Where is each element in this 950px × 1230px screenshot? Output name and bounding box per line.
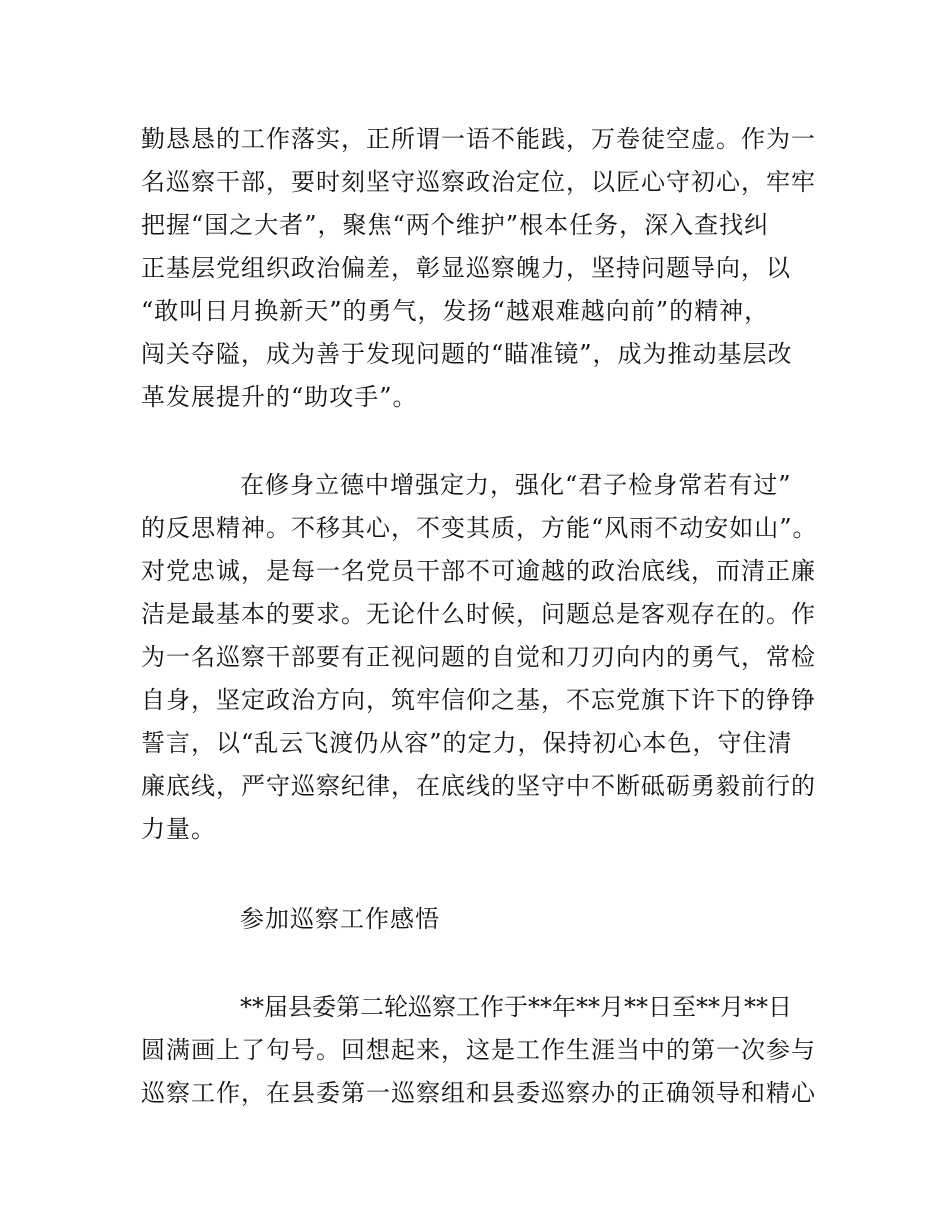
paragraph-2-line-5: 为一名巡察干部要有正视问题的自觉和刀刃向内的勇气，常检 — [141, 643, 816, 671]
paragraph-1-line-5: “敢叫日月换新天”的勇气，发扬“越艰难越向前”的精神， — [141, 297, 770, 325]
paragraph-1-line-7: 革发展提升的“助攻手”。 — [141, 383, 418, 411]
paragraph-2-line-1: 在修身立德中增强定力，强化“君子检身常若有过” — [240, 471, 792, 499]
paragraph-2-line-9: 力量。 — [141, 815, 216, 843]
paragraph-2-line-2: 的反思精神。不移其心，不变其质，方能“风雨不动安如山”。 — [141, 514, 818, 542]
paragraph-1-line-2: 名巡察干部，要时刻坚守巡察政治定位，以匠心守初心，牢牢 — [141, 168, 816, 196]
paragraph-1-line-4: 正基层党组织政治偏差，彰显巡察魄力，坚持问题导向，以 — [141, 254, 791, 282]
paragraph-2-line-7: 誓言，以“乱云飞渡仍从容”的定力，保持初心本色，守住清 — [141, 729, 793, 757]
paragraph-2-line-3: 对党忠诚，是每一名党员干部不可逾越的政治底线，而清正廉 — [141, 557, 816, 585]
paragraph-1-line-1: 勤恳恳的工作落实，正所谓一语不能践，万卷徒空虚。作为一 — [141, 125, 816, 153]
paragraph-1-line-3: 把握“国之大者”，聚焦“两个维护”根本任务，深入查找纠 — [141, 211, 770, 239]
paragraph-2-line-8: 廉底线，严守巡察纪律，在底线的坚守中不断砥砺勇毅前行的 — [141, 772, 816, 800]
paragraph-1-line-6: 闯关夺隘，成为善于发现问题的“瞄准镜”，成为推动基层改 — [141, 340, 793, 368]
paragraph-3-line-2: 圆满画上了句号。回想起来，这是工作生涯当中的第一次参与 — [141, 1036, 816, 1064]
paragraph-3-line-3: 巡察工作，在县委第一巡察组和县委巡察办的正确领导和精心 — [141, 1079, 816, 1107]
paragraph-2-line-4: 洁是最基本的要求。无论什么时候，问题总是客观存在的。作 — [141, 600, 816, 628]
paragraph-3-line-1: **届县委第二轮巡察工作于**年**月**日至**月**日 — [240, 993, 792, 1021]
section-heading: 参加巡察工作感悟 — [240, 905, 440, 933]
paragraph-2-line-6: 自身，坚定政治方向，筑牢信仰之基，不忘党旗下许下的铮铮 — [141, 686, 816, 714]
